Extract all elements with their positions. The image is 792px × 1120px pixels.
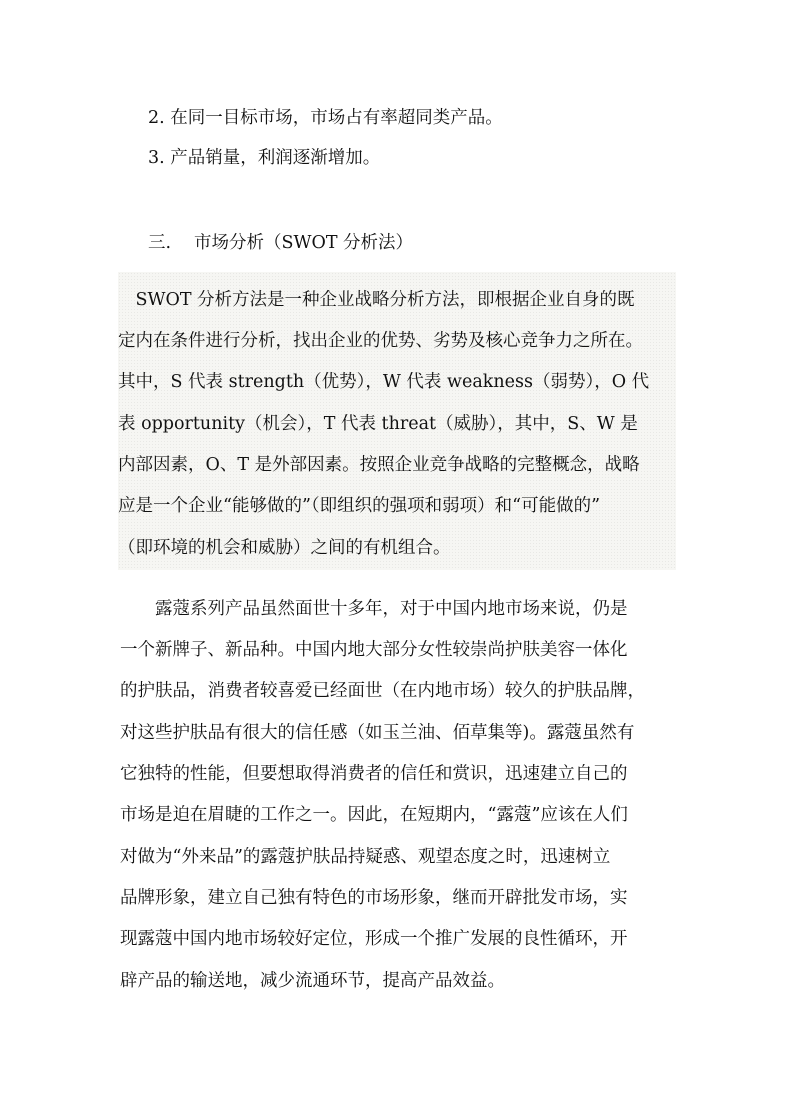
section-heading xyxy=(148,231,413,255)
paragraph-line-5: 它独特的性能，但要想取得消费者的信任和赏识，迅速建立自己的 xyxy=(120,764,628,784)
paragraph-line-1: 露蔻系列产品虽然面世十多年，对于中国内地市场来说，仍是 xyxy=(120,599,628,619)
market-analysis-paragraph xyxy=(120,597,680,997)
paragraph-line-9: 现露蔻中国内地市场较好定位，形成一个推广发展的良性循环，开 xyxy=(120,929,628,949)
swot-line-2: 定内在条件进行分析，找出企业的优势、劣势及核心竞争力之所在。 xyxy=(118,331,643,351)
section-title: 市场分析（SWOT 分析法） xyxy=(194,233,414,253)
swot-line-6: 应是一个企业“能够做的”（即组织的强项和弱项）和“可能做的” xyxy=(118,496,601,516)
swot-line-3: 其中，S 代表 strength（优势），W 代表 weakness（弱势），O 代 xyxy=(118,372,650,392)
paragraph-line-3: 的护肤品，消费者较喜爱已经面世（在内地市场）较久的护肤品牌， xyxy=(120,681,645,701)
swot-line-7: （即环境的机会和威胁）之间的有机组合。 xyxy=(118,538,451,558)
paragraph-line-2: 一个新牌子、新品种。中国内地大部分女性较崇尚护肤美容一体化 xyxy=(120,640,628,660)
paragraph-line-7: 对做为“外来品”的露蔻护肤品持疑惑、观望态度之时，迅速树立 xyxy=(120,847,611,867)
paragraph-line-4: 对这些护肤品有很大的信任感（如玉兰油、佰草集等)。露蔻虽然有 xyxy=(120,723,635,743)
swot-line-5: 内部因素，O、T 是外部因素。按照企业竞争战略的完整概念，战略 xyxy=(118,455,640,475)
paragraph-line-10: 辟产品的输送地，减少流通环节，提高产品效益。 xyxy=(120,971,505,991)
swot-definition-box xyxy=(118,272,676,570)
swot-line-4: 表 opportunity（机会），T 代表 threat（威胁），其中，S、W 是 xyxy=(118,414,638,434)
list-item-3: 3. 产品销量，利润逐渐增加。 xyxy=(148,148,381,168)
paragraph-line-8: 品牌形象，建立自己独有特色的市场形象，继而开辟批发市场，实 xyxy=(120,888,628,908)
swot-line-1: SWOT 分析方法是一种企业战略分析方法，即根据企业自身的既 xyxy=(118,290,635,310)
list-item-2: 2. 在同一目标市场，市场占有率超同类产品。 xyxy=(148,108,503,128)
paragraph-line-6: 市场是迫在眉睫的工作之一。因此，在短期内，“露蔻”应该在人们 xyxy=(120,805,628,825)
section-number: 三. xyxy=(148,233,172,253)
